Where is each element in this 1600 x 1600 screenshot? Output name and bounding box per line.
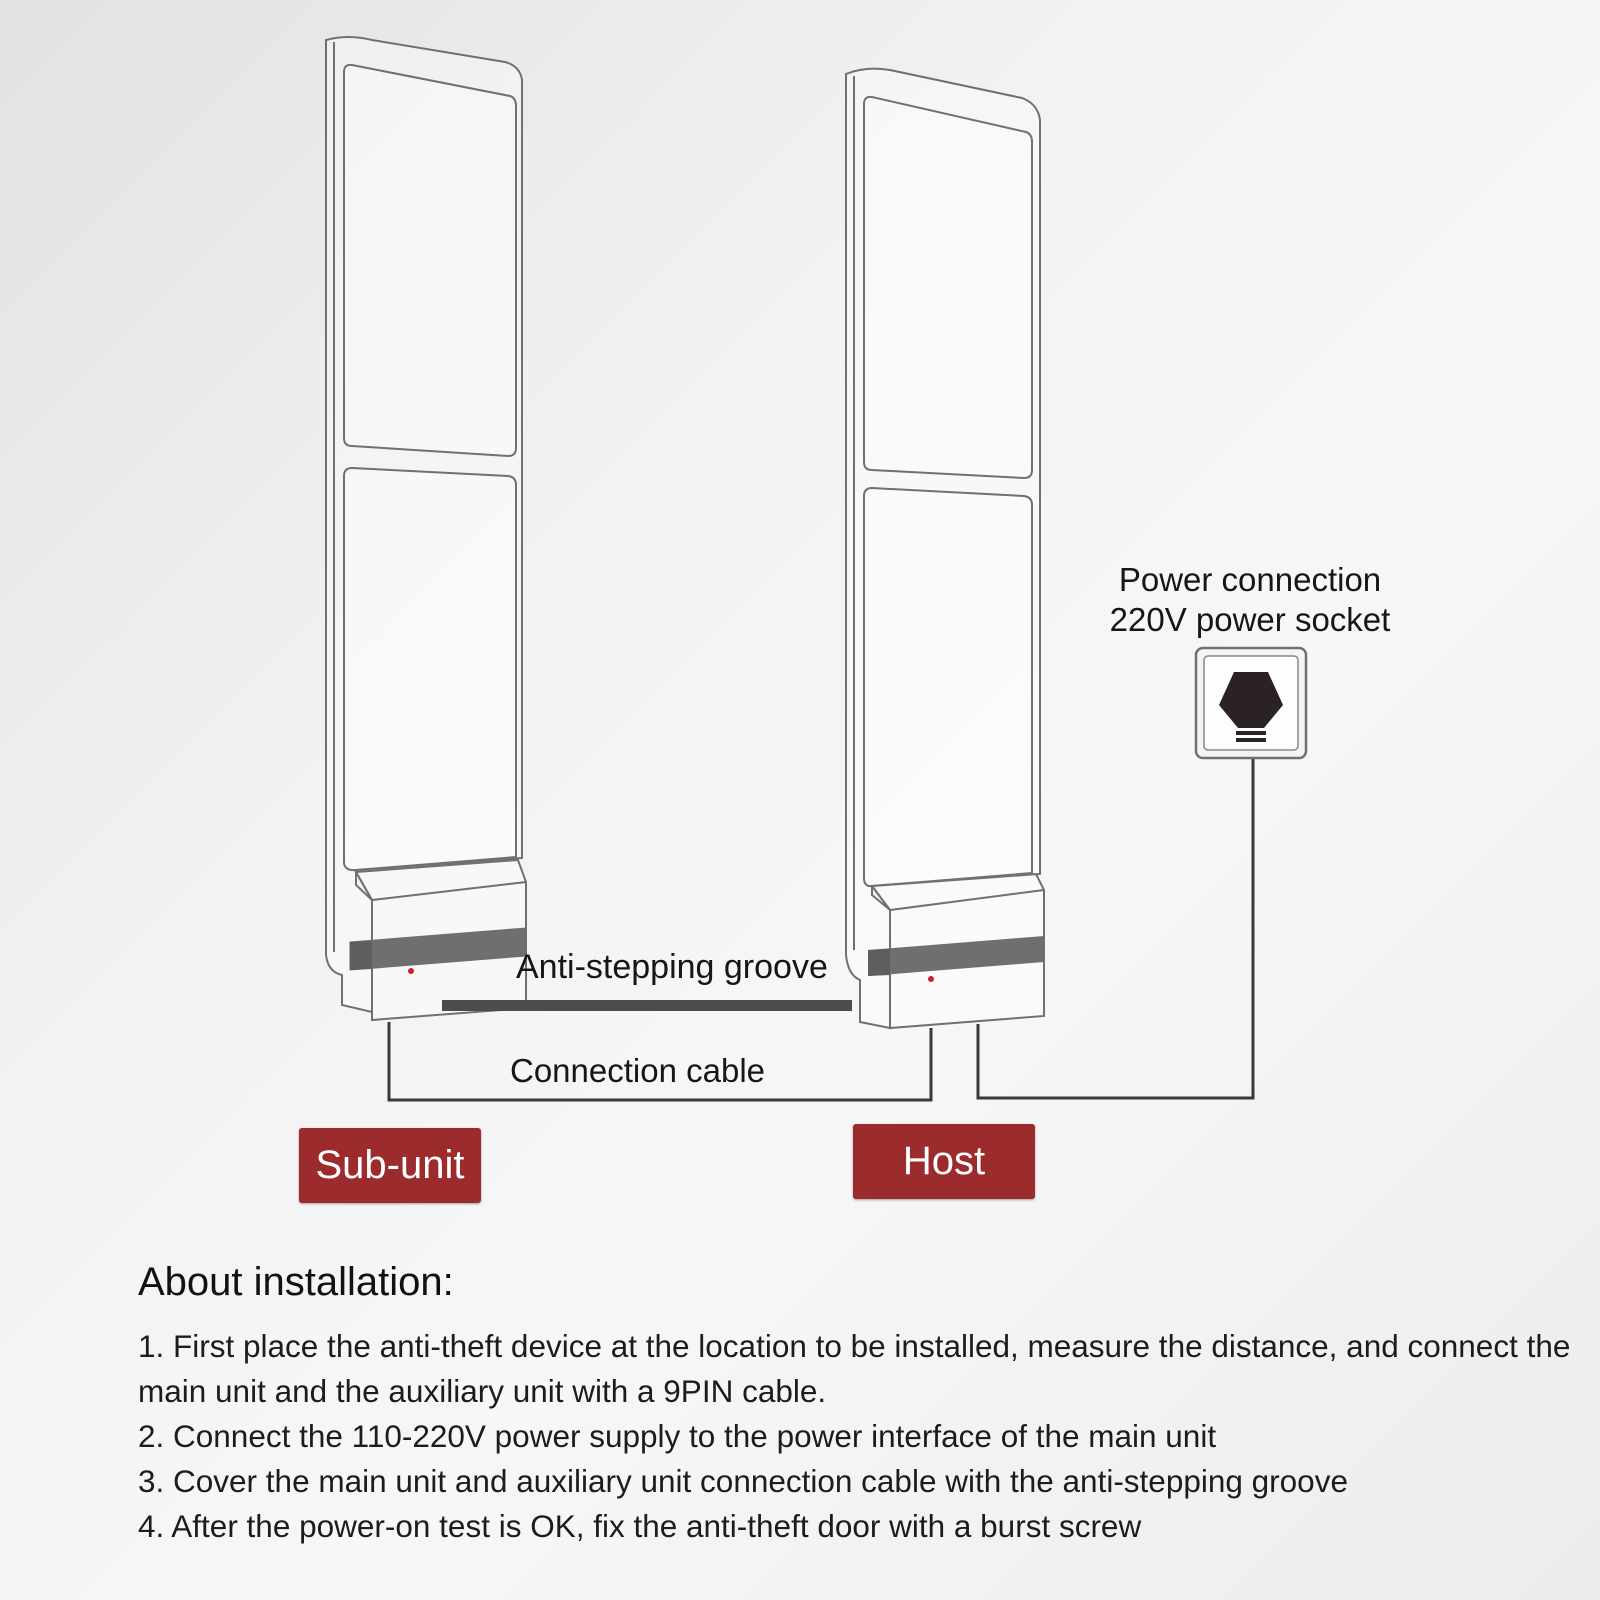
sub-unit-stripe-left [350, 941, 372, 970]
anti-stepping-groove [442, 1000, 852, 1011]
power-label-line2: 220V power socket [1109, 601, 1391, 638]
about-title: About installation: [138, 1260, 454, 1304]
step-2: 2. Connect the 110-220V power supply to the power interface of the main unit [138, 1418, 1217, 1454]
host-badge: Host [853, 1124, 1035, 1199]
step-4: 4. After the power-on test is OK, fix the anti-theft door with a burst screw [138, 1508, 1142, 1544]
host-indicator [928, 976, 934, 982]
cable-label: Connection cable [510, 1052, 766, 1089]
sub-unit-indicator [408, 968, 414, 974]
power-connection-label [1090, 560, 1410, 640]
groove-label: Anti-stepping groove [516, 948, 828, 986]
sub-unit-antenna [326, 37, 526, 1020]
power-label-line1: Power connection [1118, 561, 1382, 598]
power-socket-icon [1196, 648, 1306, 758]
host-antenna [846, 69, 1044, 1028]
step-3: 3. Cover the main unit and auxiliary unit connection cable with the anti-stepping groove [138, 1463, 1348, 1499]
sub-unit-badge: Sub-unit [299, 1128, 481, 1203]
step-1: 1. First place the anti-theft device at the location to be installed, measure the distance, and connect the main unit and the auxiliary unit with a 9PIN cable. [138, 1328, 1571, 1409]
about-installation [138, 1258, 1578, 1549]
host-stripe-left [868, 949, 890, 976]
